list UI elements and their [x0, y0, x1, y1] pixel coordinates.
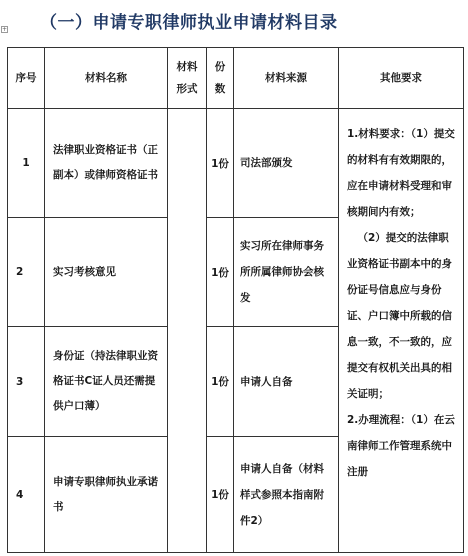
- row-material-name: 身份证（持法律职业资格证书C证人员还需提供户口薄）: [45, 327, 168, 437]
- header-copies-line2: 数: [214, 83, 226, 95]
- header-name: 材料名称: [45, 48, 168, 109]
- table-row: [8, 109, 464, 218]
- table-header-row: [8, 48, 464, 109]
- row-material-name: 申请专职律师执业承诺书: [45, 437, 168, 553]
- row-copies: 1份: [207, 218, 234, 327]
- header-form-line1: 材料: [176, 61, 198, 73]
- header-form-line2: 形式: [176, 83, 198, 95]
- row-material-name: 法律职业资格证书（正副本）或律师资格证书: [45, 109, 168, 218]
- material-form-cell: [168, 109, 207, 553]
- row-material-name: 实习考核意见: [45, 218, 168, 327]
- header-form: [168, 48, 207, 109]
- row-source: 申请人自备: [234, 327, 339, 437]
- page-title: （一）申请专职律师执业申请材料目录: [40, 13, 338, 33]
- row-seq: 2: [8, 218, 45, 327]
- row-copies: 1份: [207, 327, 234, 437]
- requirement-para-3: 2.办理流程：（1）在云南律师工作管理系统中注册: [347, 414, 455, 478]
- row-copies: 1份: [207, 437, 234, 553]
- row-seq: 3: [8, 327, 45, 437]
- row-seq: 4: [8, 437, 45, 553]
- row-seq: 1: [8, 109, 45, 218]
- row-source: 申请人自备（材料样式参照本指南附件2）: [234, 437, 339, 553]
- requirement-para-1: 1.材料要求：（1）提交的材料有有效期限的，应在申请材料受理和审核期间内有效；: [347, 128, 455, 218]
- row-source: 实习所在律师事务所所属律师协会核发: [234, 218, 339, 327]
- requirement-para-2: （2）提交的法律职业资格证书副本中的身份证号信息应与身份证、户口簿中所载的信息一致，不一致的，应提交有权机关出具的相关证明；: [347, 232, 452, 400]
- row-copies: 1份: [207, 109, 234, 218]
- header-source: 材料来源: [234, 48, 339, 109]
- other-requirements: [339, 109, 464, 553]
- table-anchor-icon[interactable]: +: [2, 26, 8, 33]
- header-other: 其他要求: [339, 48, 464, 109]
- header-seq: 序号: [8, 48, 45, 109]
- header-copies-line1: 份: [214, 61, 226, 73]
- row-source: 司法部颁发: [234, 109, 339, 218]
- materials-table: [7, 47, 464, 553]
- header-copies: [207, 48, 234, 109]
